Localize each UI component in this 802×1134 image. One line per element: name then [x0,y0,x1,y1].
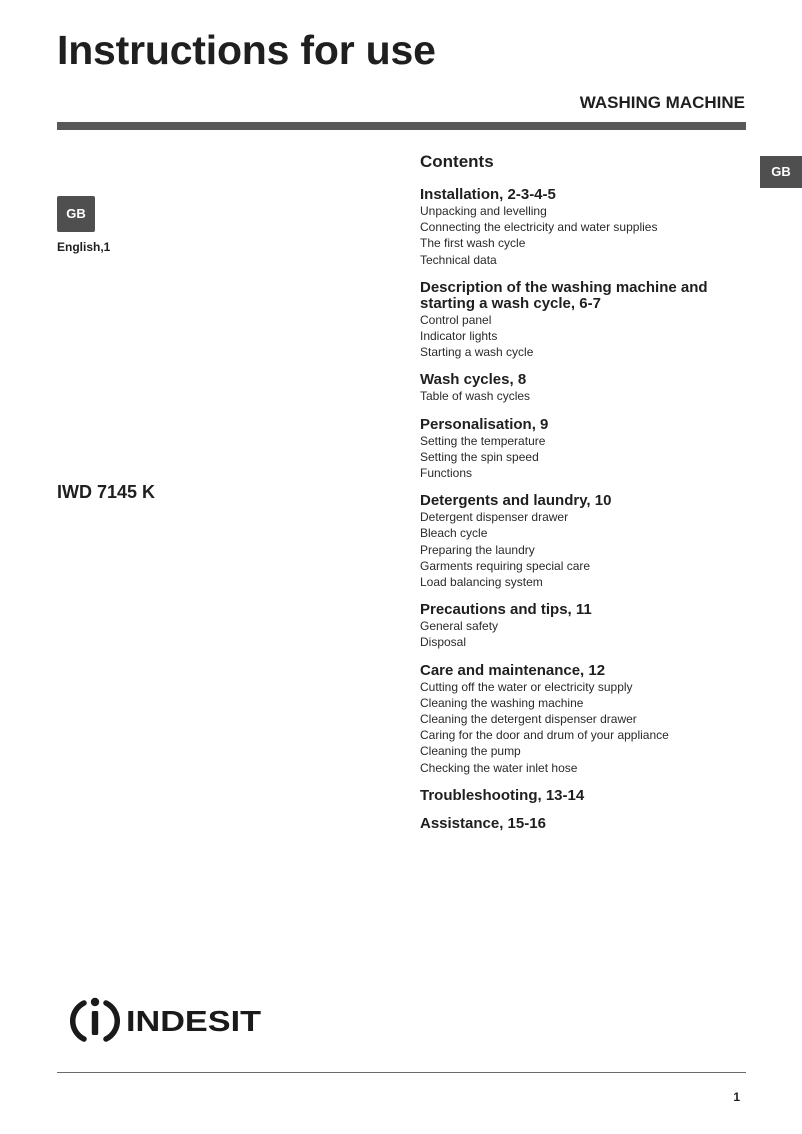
logo-wordmark: INDESIT [126,1006,262,1038]
contents-section [420,280,750,361]
header-divider [57,122,746,130]
section-item[interactable]: Load balancing system [420,575,543,590]
section-heading[interactable]: Assistance, 15-16 [420,814,546,832]
section-item[interactable]: Checking the water inlet hose [420,760,578,775]
page-subtitle: WASHING MACHINE [579,93,745,112]
contents-section [420,493,750,590]
section-item[interactable]: Table of wash cycles [420,389,531,404]
section-item[interactable]: Technical data [420,252,497,267]
section-item[interactable]: Setting the spin speed [420,449,539,464]
contents-section [420,602,750,650]
contents-section [420,372,750,404]
indesit-logo-icon [70,993,270,1045]
section-heading[interactable]: Precautions and tips, 11 [420,601,592,619]
section-item[interactable]: Functions [420,466,473,481]
section-heading[interactable]: Care and maintenance, 12 [420,661,606,679]
language-badge-gb: GB [57,196,95,232]
footer-divider [57,1072,746,1073]
language-entry[interactable]: English,1 [57,240,111,254]
indesit-logo [70,993,270,1045]
contents-section [420,788,750,804]
section-item[interactable]: Cleaning the washing machine [420,695,584,710]
section-item[interactable]: Indicator lights [420,329,498,344]
section-heading[interactable]: Personalisation, 9 [420,415,549,433]
section-item[interactable]: General safety [420,619,499,634]
section-heading[interactable]: Installation, 2-3-4-5 [420,186,556,203]
section-item[interactable]: Cleaning the pump [420,744,521,759]
contents-section [420,816,750,832]
section-item[interactable]: Detergent dispenser drawer [420,510,569,525]
section-item[interactable]: Unpacking and levelling [420,204,547,218]
section-heading[interactable]: Troubleshooting, 13-14 [420,786,585,804]
contents-sections [420,187,750,832]
section-item[interactable]: Starting a wash cycle [420,345,534,360]
contents-section [420,417,750,482]
section-heading[interactable]: Wash cycles, 8 [420,371,527,389]
section-item[interactable]: Preparing the laundry [420,542,535,557]
page-title: Instructions for use [57,27,436,73]
page-number: 1 [733,1090,740,1104]
section-heading[interactable]: Description of the washing machine and starting a wash cycle, 6-7 [420,278,708,312]
section-item[interactable]: Disposal [420,635,467,650]
table-of-contents [420,152,750,844]
contents-section [420,187,750,268]
section-item[interactable]: The first wash cycle [420,236,526,251]
section-heading[interactable]: Detergents and laundry, 10 [420,492,612,510]
section-item[interactable]: Bleach cycle [420,526,488,541]
section-item[interactable]: Setting the temperature [420,433,546,448]
section-item[interactable]: Caring for the door and drum of your appliance [420,728,669,743]
section-item[interactable]: Garments requiring special care [420,558,591,573]
section-item[interactable]: Control panel [420,312,492,327]
contents-section [420,663,750,776]
model-number: IWD 7145 K [57,482,156,502]
contents-title: Contents [420,152,494,171]
section-item[interactable]: Cutting off the water or electricity supply [420,679,633,694]
section-item[interactable]: Connecting the electricity and water supplies [420,220,658,235]
section-item[interactable]: Cleaning the detergent dispenser drawer [420,712,637,727]
language-tab-gb[interactable]: GB [760,156,802,188]
